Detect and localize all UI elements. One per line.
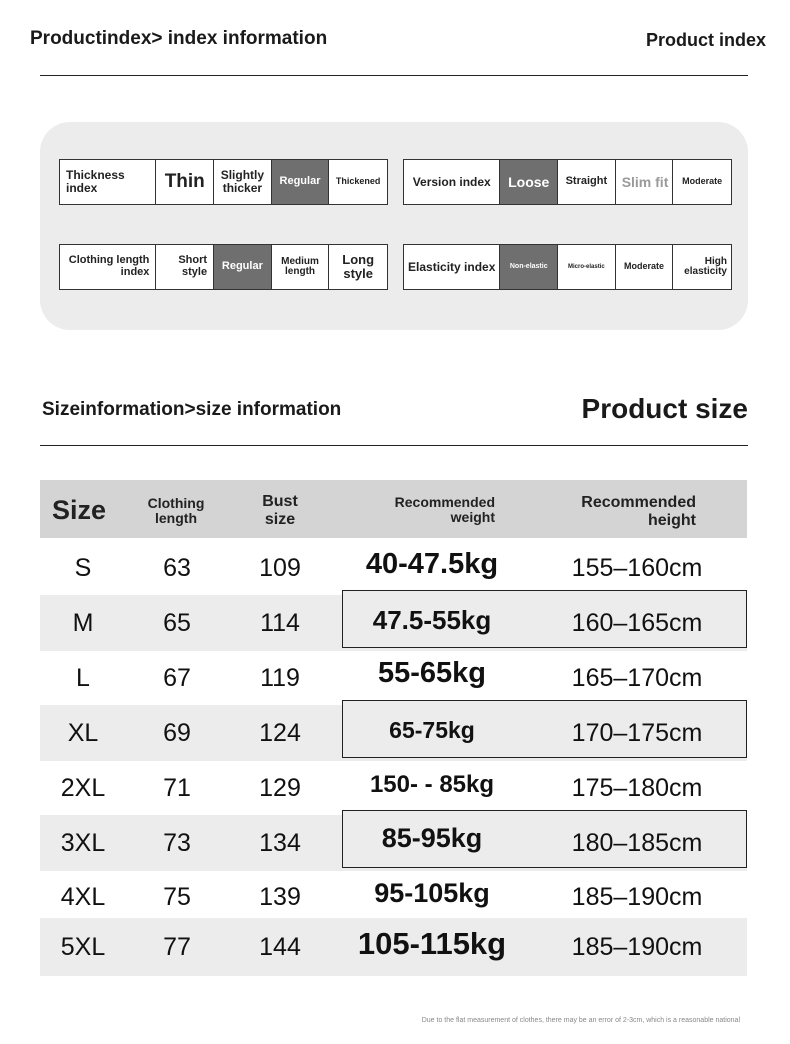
height-cell: 185–190cm [571, 932, 703, 961]
length-cell: 69 [163, 718, 191, 747]
bust-cell: 124 [259, 718, 301, 747]
length-index-table [59, 244, 388, 290]
column-header-bust-size: Bust size [262, 493, 298, 528]
size-cell: 3XL [60, 828, 106, 857]
column-header-recommended-height: Recommended height [581, 494, 696, 529]
size-title: Product size [581, 393, 748, 424]
table-row [40, 595, 747, 651]
weight-cell: 55-65kg [377, 656, 486, 689]
elasticity-option-high-elasticity: High elasticity [684, 255, 727, 277]
index-panel [40, 122, 748, 330]
size-cell: 2XL [60, 773, 106, 802]
elasticity-index-table [403, 244, 732, 290]
height-cell: 175–180cm [571, 773, 703, 802]
thickness-option-thin: Thin [156, 160, 214, 204]
height-cell: 155–160cm [571, 553, 703, 582]
bust-cell: 119 [260, 663, 300, 692]
weight-cell: 150- - 85kg [369, 771, 495, 798]
table-row [40, 815, 747, 871]
bust-cell: 109 [259, 553, 301, 582]
height-cell: 185–190cm [571, 882, 703, 911]
length-option-medium-length: Medium length [272, 245, 330, 289]
thickness-option-slightly-thicker: Slightly thicker [214, 160, 272, 204]
index-breadcrumb: Productindex> index information [30, 28, 328, 49]
size-cell: M [72, 608, 94, 637]
bust-cell: 139 [259, 882, 301, 911]
size-cell: S [74, 553, 92, 582]
length-cell: 65 [163, 608, 191, 637]
elasticity-option-non-elastic: Non-elastic [500, 245, 558, 289]
version-option-slim-fit: Slim fit [616, 160, 674, 204]
length-index-label: Clothing length index [60, 245, 156, 289]
column-header-size: Size [52, 495, 107, 525]
elasticity-index-label: Elasticity index [404, 245, 500, 289]
size-table-header [40, 480, 747, 538]
length-cell: 71 [163, 773, 191, 802]
weight-cell: 40-47.5kg [365, 547, 499, 580]
height-cell: 180–185cm [571, 828, 703, 857]
version-option-straight: Straight [558, 160, 616, 204]
length-cell: 75 [163, 882, 191, 911]
bust-cell: 134 [259, 828, 301, 857]
length-cell: 67 [163, 663, 191, 692]
size-cell: 4XL [60, 882, 106, 911]
weight-cell: 47.5-55kg [372, 604, 492, 635]
height-cell: 165–170cm [571, 663, 703, 692]
length-cell: 73 [163, 828, 191, 857]
weight-cell: 95-105kg [374, 877, 490, 908]
length-option-regular: Regular [214, 245, 272, 289]
size-cell: L [76, 663, 90, 692]
bust-cell: 114 [260, 608, 300, 637]
table-row [40, 760, 747, 816]
size-divider [40, 445, 748, 446]
table-row [40, 705, 747, 761]
table-row [40, 918, 747, 976]
bust-cell: 144 [259, 932, 301, 961]
index-title: Product index [645, 30, 766, 50]
length-option-long-style: Long style [342, 252, 375, 281]
thickness-index-label: Thickness index [60, 160, 156, 204]
size-cell: XL [67, 718, 99, 747]
weight-cell: 105-115kg [357, 926, 507, 961]
height-cell: 170–175cm [571, 718, 703, 747]
measurement-footnote: Due to the flat measurement of clothes, there may be an error of 2-3cm, which is a reasonable national [421, 1017, 740, 1024]
weight-cell: 65-75kg [389, 716, 475, 743]
size-breadcrumb: Sizeinformation>size information [42, 399, 342, 420]
thickness-option-regular: Regular [272, 160, 330, 204]
bust-cell: 129 [259, 773, 301, 802]
thickness-index-table [59, 159, 388, 205]
elasticity-option-moderate: Moderate [616, 245, 674, 289]
size-cell: 5XL [60, 932, 106, 961]
length-cell: 77 [163, 932, 191, 961]
table-row [40, 650, 747, 706]
length-cell: 63 [163, 553, 191, 582]
version-index-label: Version index [404, 160, 500, 204]
table-row [40, 540, 747, 596]
column-header-clothing-length: Clothing length [147, 495, 205, 527]
thickness-option-thickened: Thickened [335, 176, 381, 187]
index-divider [40, 75, 748, 76]
version-option-moderate: Moderate [682, 176, 723, 187]
length-option-short-style: Short style [156, 245, 214, 289]
weight-cell: 85-95kg [381, 822, 483, 853]
column-header-recommended-weight: Recommended weight [394, 494, 495, 526]
elasticity-option-micro-elastic: Micro-elastic [558, 245, 616, 289]
height-cell: 160–165cm [571, 608, 703, 637]
version-index-table [403, 159, 732, 205]
version-option-loose: Loose [500, 160, 558, 204]
